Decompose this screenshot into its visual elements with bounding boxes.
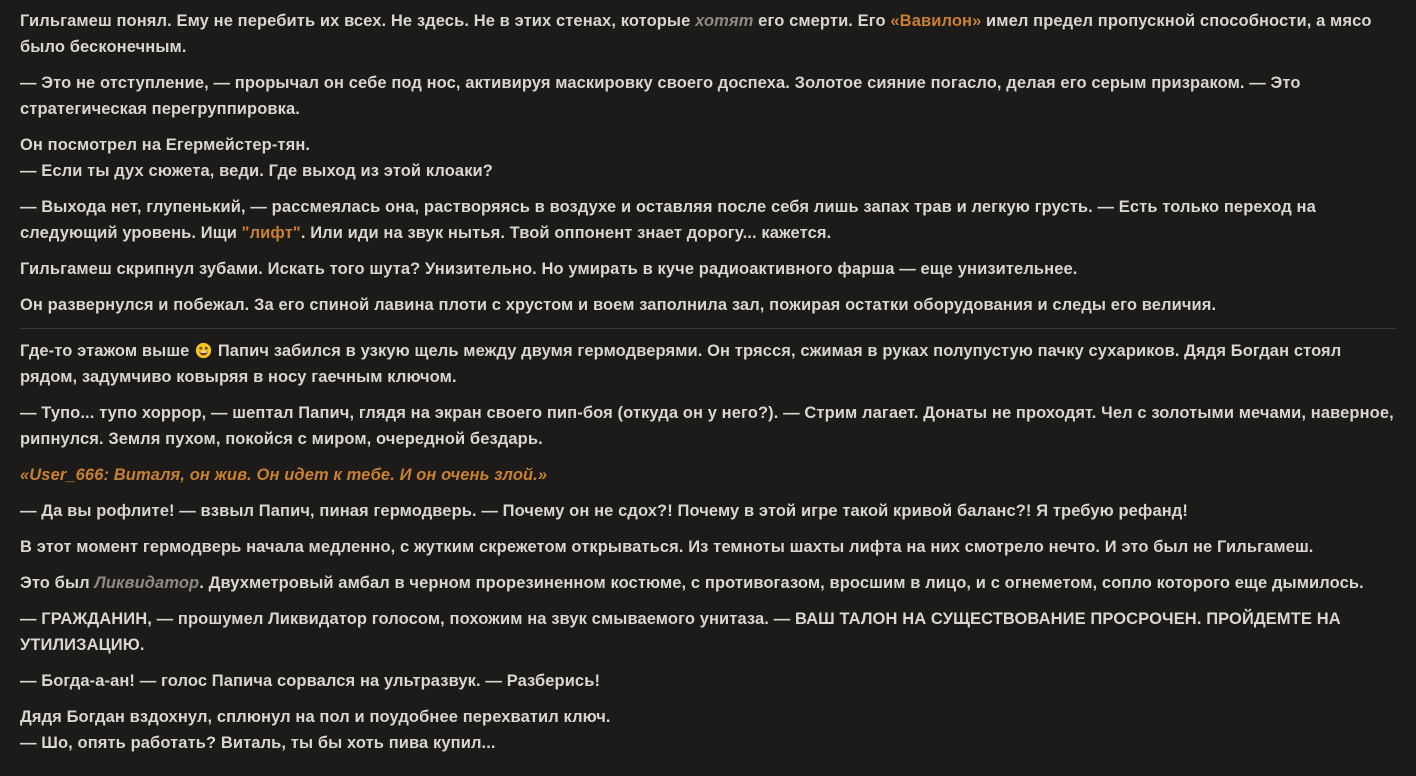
body-text-run: Это был <box>20 574 95 592</box>
highlighted-term: «Вавилон» <box>890 12 982 30</box>
paragraph <box>20 292 1396 318</box>
body-text-run: . Или иди на звук нытья. Твой оппонент знает дорогу... кажется. <box>300 224 832 242</box>
body-text-run: его смерти. Его <box>753 12 891 30</box>
paragraph <box>20 570 1396 596</box>
body-text-run: — Шо, опять работать? Виталь, ты бы хоть пива купил... <box>20 734 496 752</box>
paragraph <box>20 338 1396 390</box>
body-text-run: Он посмотрел на Егермейстер-тян. <box>20 136 311 154</box>
body-text-run: В этот момент гермодверь начала медленно, с жутким скрежетом открываться. Из темноты шахты лифта на них смотрело нечто. И это был не Гильгамеш. <box>20 538 1314 556</box>
grinning-face-emoji-icon <box>195 342 212 359</box>
body-text-run: — ГРАЖДАНИН, — прошумел Ликвидатор голосом, похожим на звук смываемого унитаза. — ВАШ ТАЛОН НА СУЩЕСТВОВАНИЕ ПРОСРОЧЕН. ПРОЙДЕМТЕ НА УТИЛИЗАЦИЮ. <box>20 610 1341 654</box>
story-text <box>20 8 1396 756</box>
paragraph <box>20 606 1396 658</box>
body-text-run: — Богда-а-ан! — голос Папича сорвался на ультразвук. — Разберись! <box>20 672 601 690</box>
paragraph <box>20 256 1396 282</box>
body-text-run: имел предел пропускной способности, а мясо было бесконечным. <box>20 12 1372 56</box>
emphasis-run: Ликвидатор <box>94 574 200 592</box>
paragraph <box>20 498 1396 524</box>
body-text-run: Папич забился в узкую щель между двумя гермодверями. Он трясся, сжимая в руках полупустую пачку сухариков. Дядя Богдан стоял рядом, задумчиво ковыряя в носу гаечным ключом. <box>20 342 1342 386</box>
highlighted-term: "лифт" <box>241 224 301 242</box>
paragraph <box>20 704 1396 756</box>
body-text-run: — Выхода нет, глупенький, — рассмеялась она, растворяясь в воздухе и оставляя после себя лишь запах трав и легкую грусть. — Есть только переход на следующий уровень. Ищи <box>20 198 1316 242</box>
paragraph <box>20 534 1396 560</box>
body-text-run: . Двухметровый амбал в черном прорезиненном костюме, с противогазом, вросшим в лицо, и с огнеметом, сопло которого еще дымилось. <box>199 574 1364 592</box>
body-text-run: — Да вы рофлите! — взвыл Папич, пиная гермодверь. — Почему он не сдох?! Почему в этой игре такой кривой баланс?! Я требую рефанд! <box>20 502 1188 520</box>
body-text-run: — Тупо... тупо хоррор, — шептал Папич, глядя на экран своего пип-боя (откуда он у него?). — Стрим лагает. Донаты не проходят. Чел с золотыми мечами, наверное, рипнулся. Земля пухом, покойся с миром, очередной бездарь. <box>20 404 1394 448</box>
body-text-run: — Это не отступление, — прорычал он себе под нос, активируя маскировку своего доспеха. Золотое сияние погасло, делая его серым призраком. — Это стратегическая перегруппировка. <box>20 74 1301 118</box>
paragraph <box>20 194 1396 246</box>
body-text-run: Он развернулся и побежал. За его спиной лавина плоти с хрустом и воем заполнила зал, пожирая остатки оборудования и следы его величия. <box>20 296 1217 314</box>
chat-message-quote: «User_666: Виталя, он жив. Он идет к тебе. И он очень злой.» <box>20 466 548 484</box>
body-text-run: Гильгамеш скрипнул зубами. Искать того шута? Унизительно. Но умирать в куче радиоактивного фарша — еще унизительнее. <box>20 260 1078 278</box>
paragraph <box>20 400 1396 452</box>
section-divider <box>20 328 1396 329</box>
body-text-run: Гильгамеш понял. Ему не перебить их всех. Не здесь. Не в этих стенах, которые <box>20 12 696 30</box>
paragraph <box>20 462 1396 488</box>
paragraph <box>20 668 1396 694</box>
body-text-run: Где-то этажом выше <box>20 342 195 360</box>
paragraph <box>20 8 1396 60</box>
paragraph <box>20 132 1396 184</box>
body-text-run: — Если ты дух сюжета, веди. Где выход из этой клоаки? <box>20 162 493 180</box>
emphasis-run: хотят <box>695 12 754 30</box>
paragraph <box>20 70 1396 122</box>
body-text-run: Дядя Богдан вздохнул, сплюнул на пол и поудобнее перехватил ключ. <box>20 708 611 726</box>
